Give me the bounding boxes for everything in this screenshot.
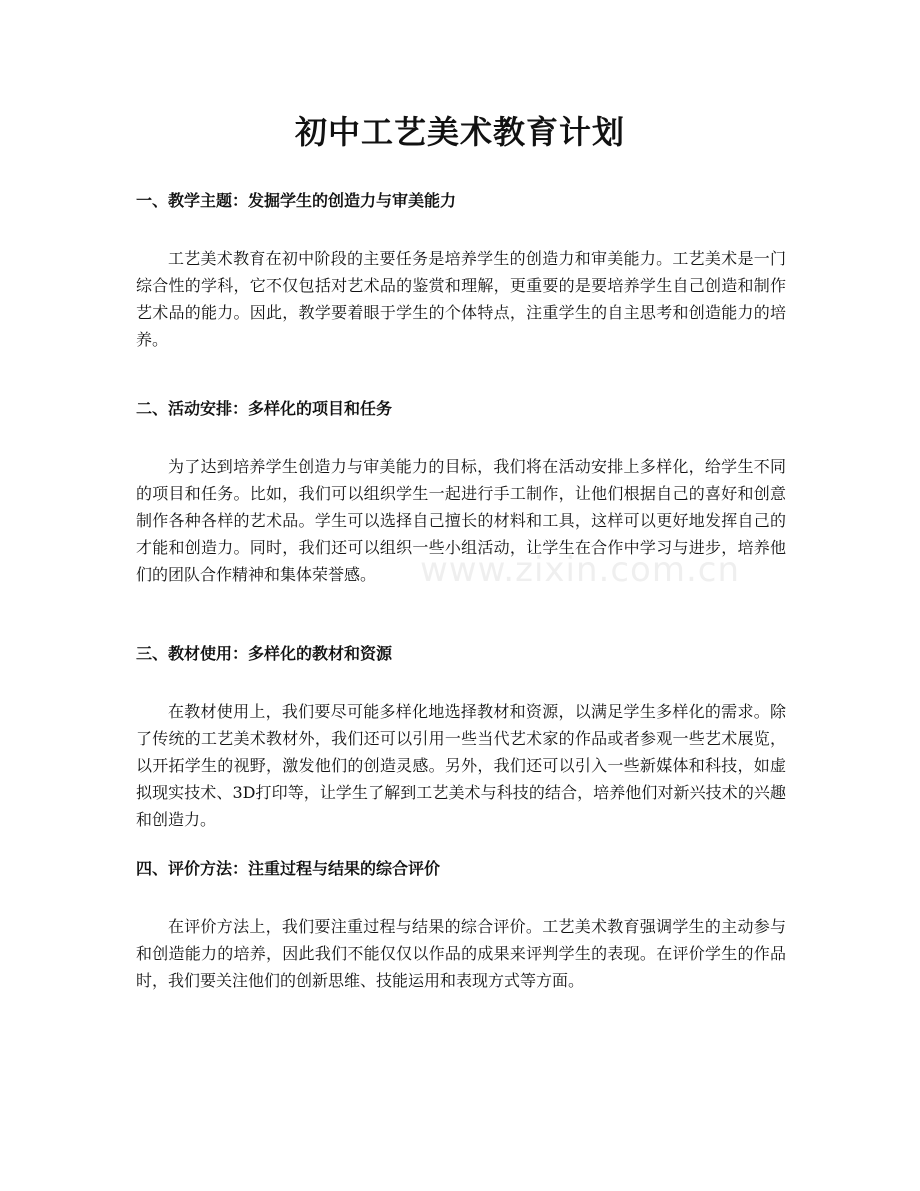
section-paragraph: 在评价方法上，我们要注重过程与结果的综合评价。工艺美术教育强调学生的主动参与和创造能力的培养，因此我们不能仅仅以作品的成果来评判学生的表现。在评价学生的作品时，我们要关注他们的创新思维、技能运用和表现方式等方面。 [136,917,786,990]
section-paragraph: 在教材使用上，我们要尽可能多样化地选择教材和资源，以满足学生多样化的需求。除了传统的工艺美术教材外，我们还可以引用一些当代艺术家的作品或者参观一些艺术展览，以开拓学生的视野，激发他们的创造灵感。另外，我们还可以引入一些新媒体和科技，如虚拟现实技术、3D打印等，让学生了解到工艺美术与科技的结合，培养他们对新兴技术的兴趣和创造力。 [136,702,786,829]
section-heading: 三、教材使用：多样化的教材和资源 [136,644,393,663]
section-heading: 一、教学主题：发掘学生的创造力与审美能力 [136,191,457,210]
section-activity-arrangement [136,396,786,588]
section-heading: 二、活动安排：多样化的项目和任务 [136,399,393,418]
section-teaching-theme [136,188,786,353]
section-heading: 四、评价方法：注重过程与结果的综合评价 [136,859,441,878]
section-evaluation-method [136,856,786,994]
section-paragraph: 为了达到培养学生创造力与审美能力的目标，我们将在活动安排上多样化，给学生不同的项目和任务。比如，我们可以组织学生一起进行手工制作，让他们根据自己的喜好和创意制作各种各样的艺术品。学生可以选择自己擅长的材料和工具，这样可以更好地发挥自己的才能和创造力。同时，我们还可以组织一些小组活动，让学生在合作中学习与进步，培养他们的团队合作精神和集体荣誉感。 [136,457,786,584]
section-materials-usage [136,641,786,833]
document-title: 初中工艺美术教育计划 [294,113,625,151]
watermark: www.zixin.com.cn [420,550,740,590]
section-paragraph: 工艺美术教育在初中阶段的主要任务是培养学生的创造力和审美能力。工艺美术是一门综合性的学科，它不仅包括对艺术品的鉴赏和理解，更重要的是要培养学生自己创造和制作艺术品的能力。因此，教学要着眼于学生的个体特点，注重学生的自主思考和创造能力的培养。 [136,249,786,349]
